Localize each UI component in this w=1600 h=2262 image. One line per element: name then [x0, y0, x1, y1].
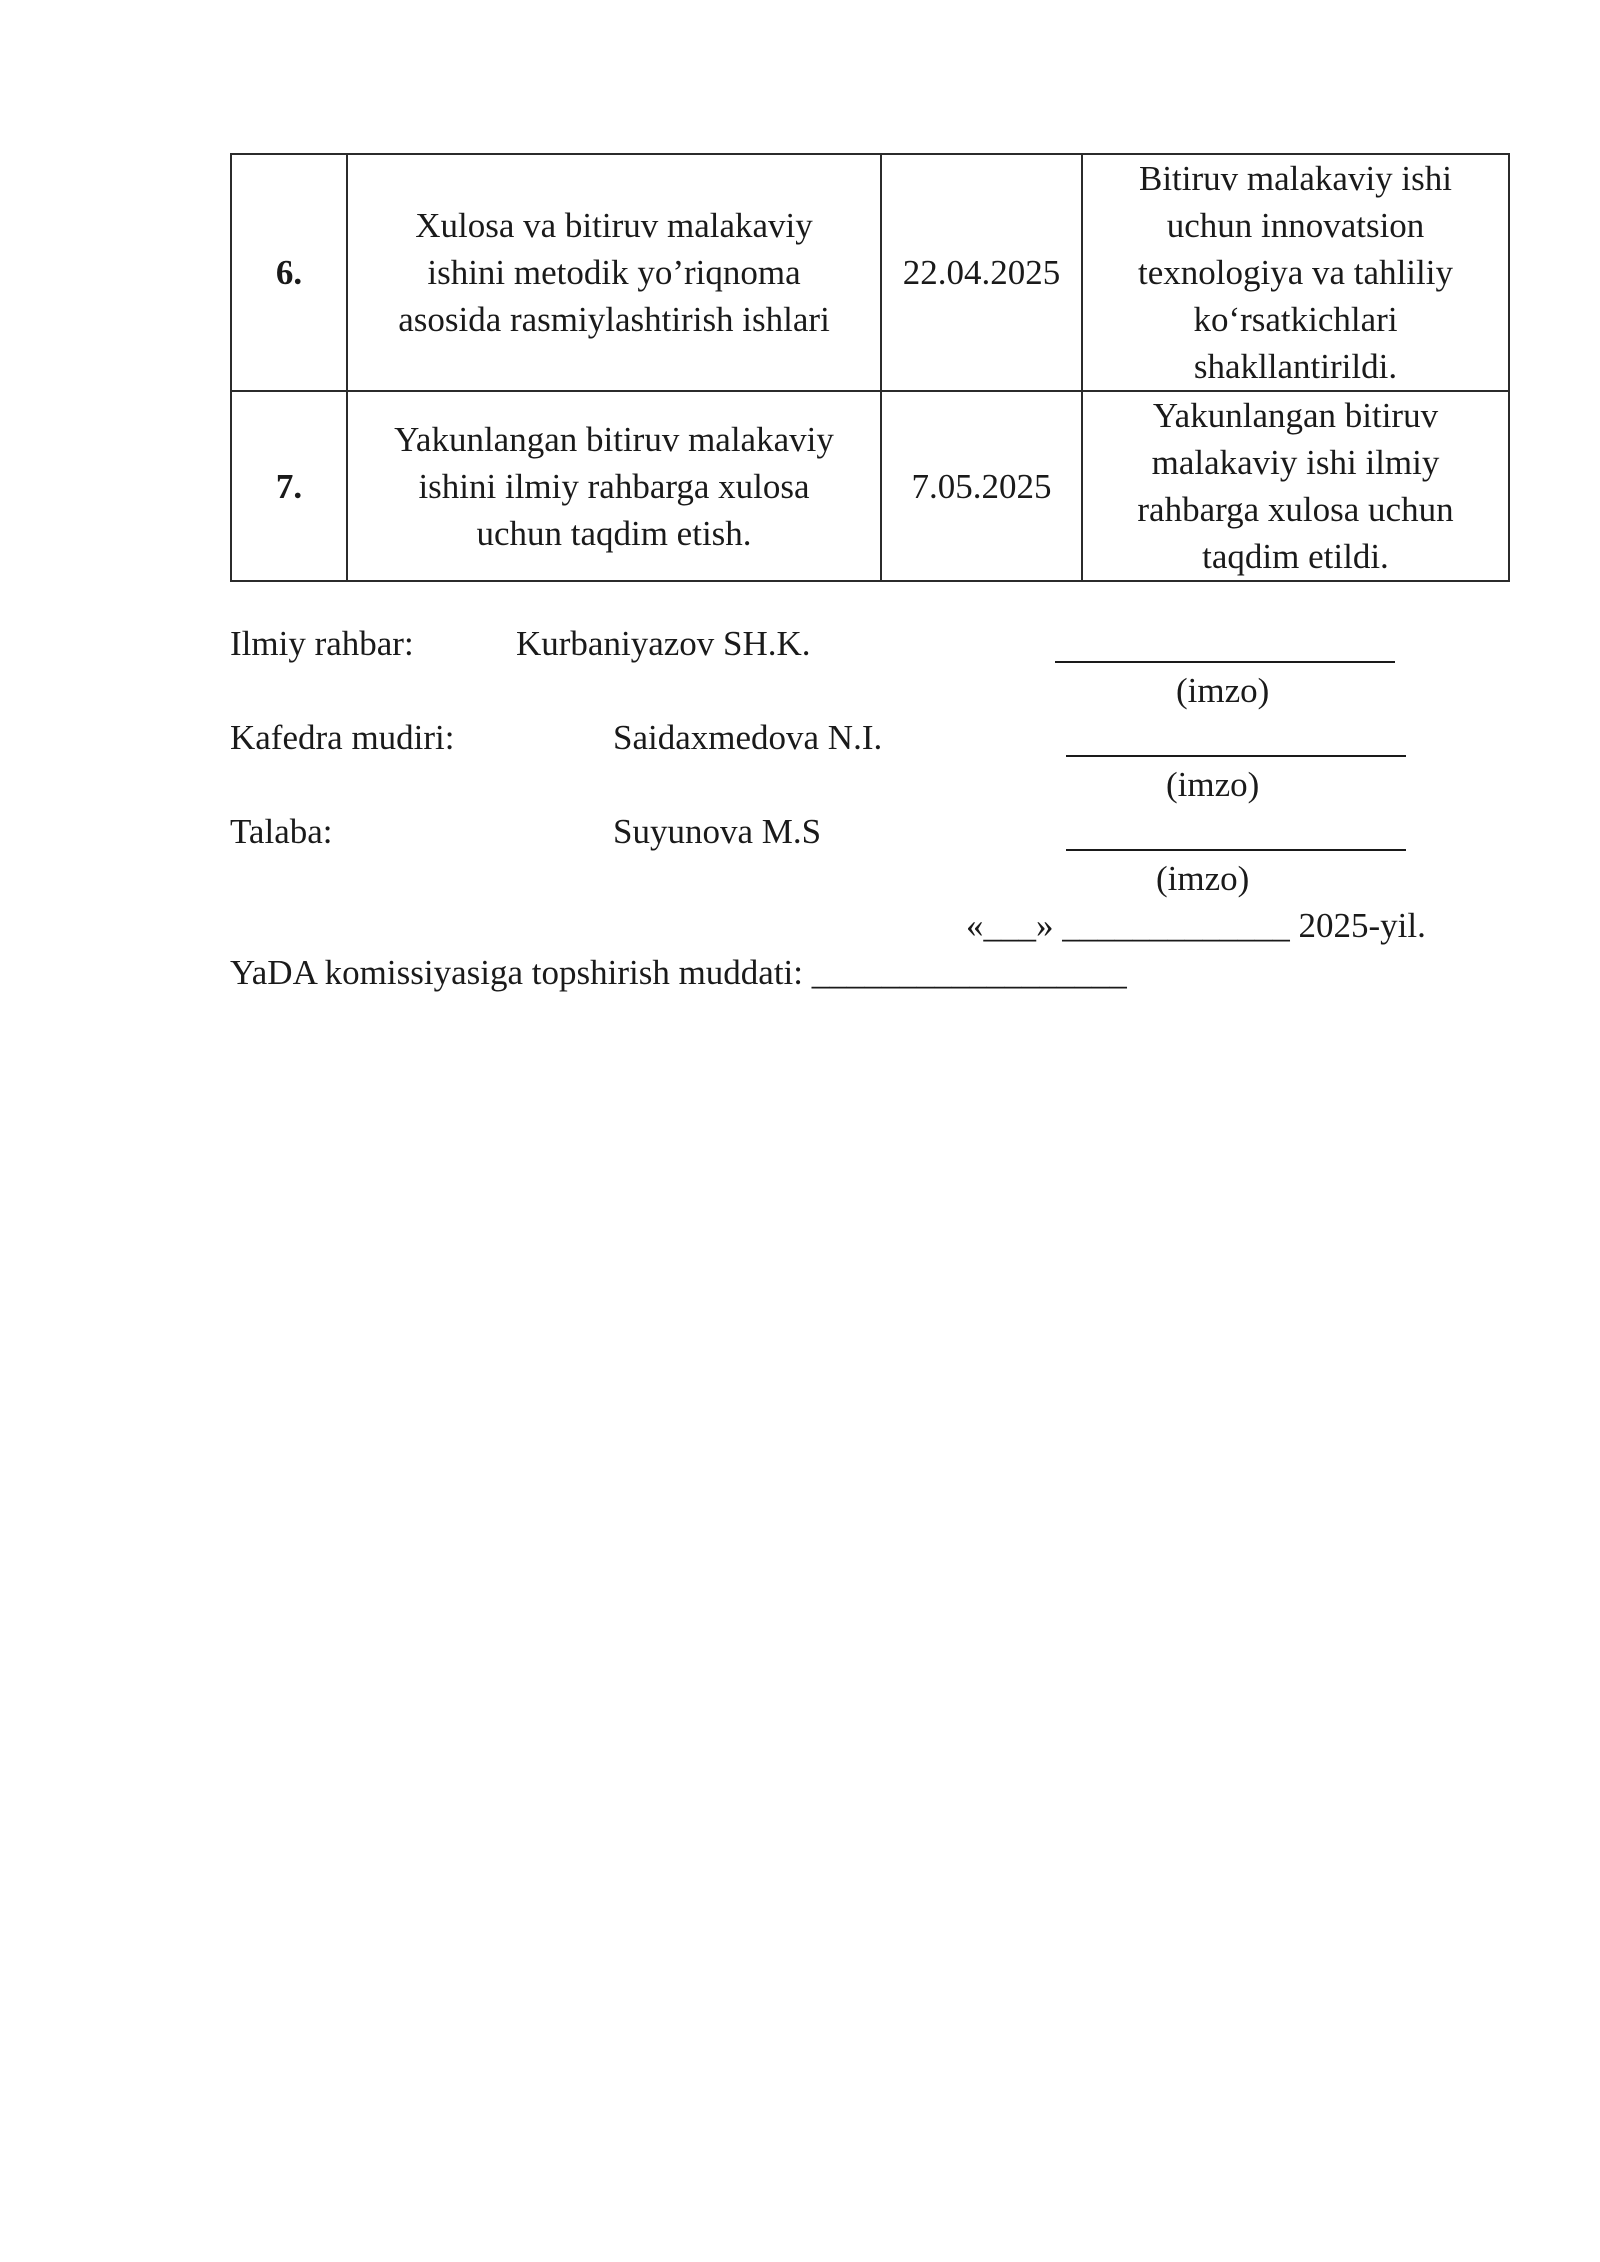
task-line: ishini ilmiy rahbarga xulosa — [418, 466, 810, 506]
result-line: taqdim etildi. — [1202, 537, 1389, 576]
deadline-label: YaDA komissiyasiga topshirish muddati: __________________ — [230, 953, 1127, 992]
task-cell — [347, 391, 881, 581]
result-line: Yakunlangan bitiruv — [1152, 396, 1439, 435]
head-signature-label: (imzo) — [1166, 765, 1260, 804]
supervisor-role: Ilmiy rahbar: — [230, 624, 414, 663]
table-row — [231, 391, 1509, 581]
result-line: shakllantirildi. — [1193, 347, 1398, 386]
result-line: Bitiruv malakaviy ishi — [1138, 159, 1453, 198]
supervisor-signature-label: (imzo) — [1176, 671, 1270, 710]
result-line: uchun innovatsion — [1166, 206, 1425, 245]
task-cell — [347, 154, 881, 391]
row-number: 7. — [231, 391, 347, 581]
result-line: malakaviy ishi ilmiy — [1151, 443, 1440, 482]
date-line: «___» _____________ 2025-yil. — [966, 906, 1426, 945]
supervisor-name: Kurbaniyazov SH.K. — [516, 624, 811, 663]
result-line: rahbarga xulosa uchun — [1137, 490, 1454, 529]
task-line: uchun taqdim etish. — [476, 513, 752, 553]
student-signature-label: (imzo) — [1156, 859, 1250, 898]
task-line: Xulosa va bitiruv malakaviy — [415, 206, 813, 245]
student-name: Suyunova M.S — [613, 812, 822, 851]
task-line: ishini metodik yo’riqnoma — [427, 253, 801, 292]
head-signature-line — [1066, 755, 1406, 757]
result-line: ko‘rsatkichlari — [1193, 300, 1398, 339]
task-line: Yakunlangan bitiruv malakaviy — [394, 419, 834, 459]
row-number: 6. — [231, 154, 347, 391]
table-row — [231, 154, 1509, 391]
student-signature-line — [1066, 849, 1406, 851]
student-role: Talaba: — [230, 812, 333, 851]
date-cell: 7.05.2025 — [881, 391, 1082, 581]
result-line: texnologiya va tahliliy — [1138, 253, 1453, 292]
head-name: Saidaxmedova N.I. — [613, 718, 883, 757]
head-role: Kafedra mudiri: — [230, 718, 455, 757]
date-cell: 22.04.2025 — [881, 154, 1082, 391]
work-plan-table — [230, 153, 1510, 582]
task-line: asosida rasmiylashtirish ishlari — [398, 300, 830, 339]
result-cell — [1082, 391, 1509, 581]
result-cell — [1082, 154, 1509, 391]
supervisor-signature-line — [1055, 661, 1395, 663]
